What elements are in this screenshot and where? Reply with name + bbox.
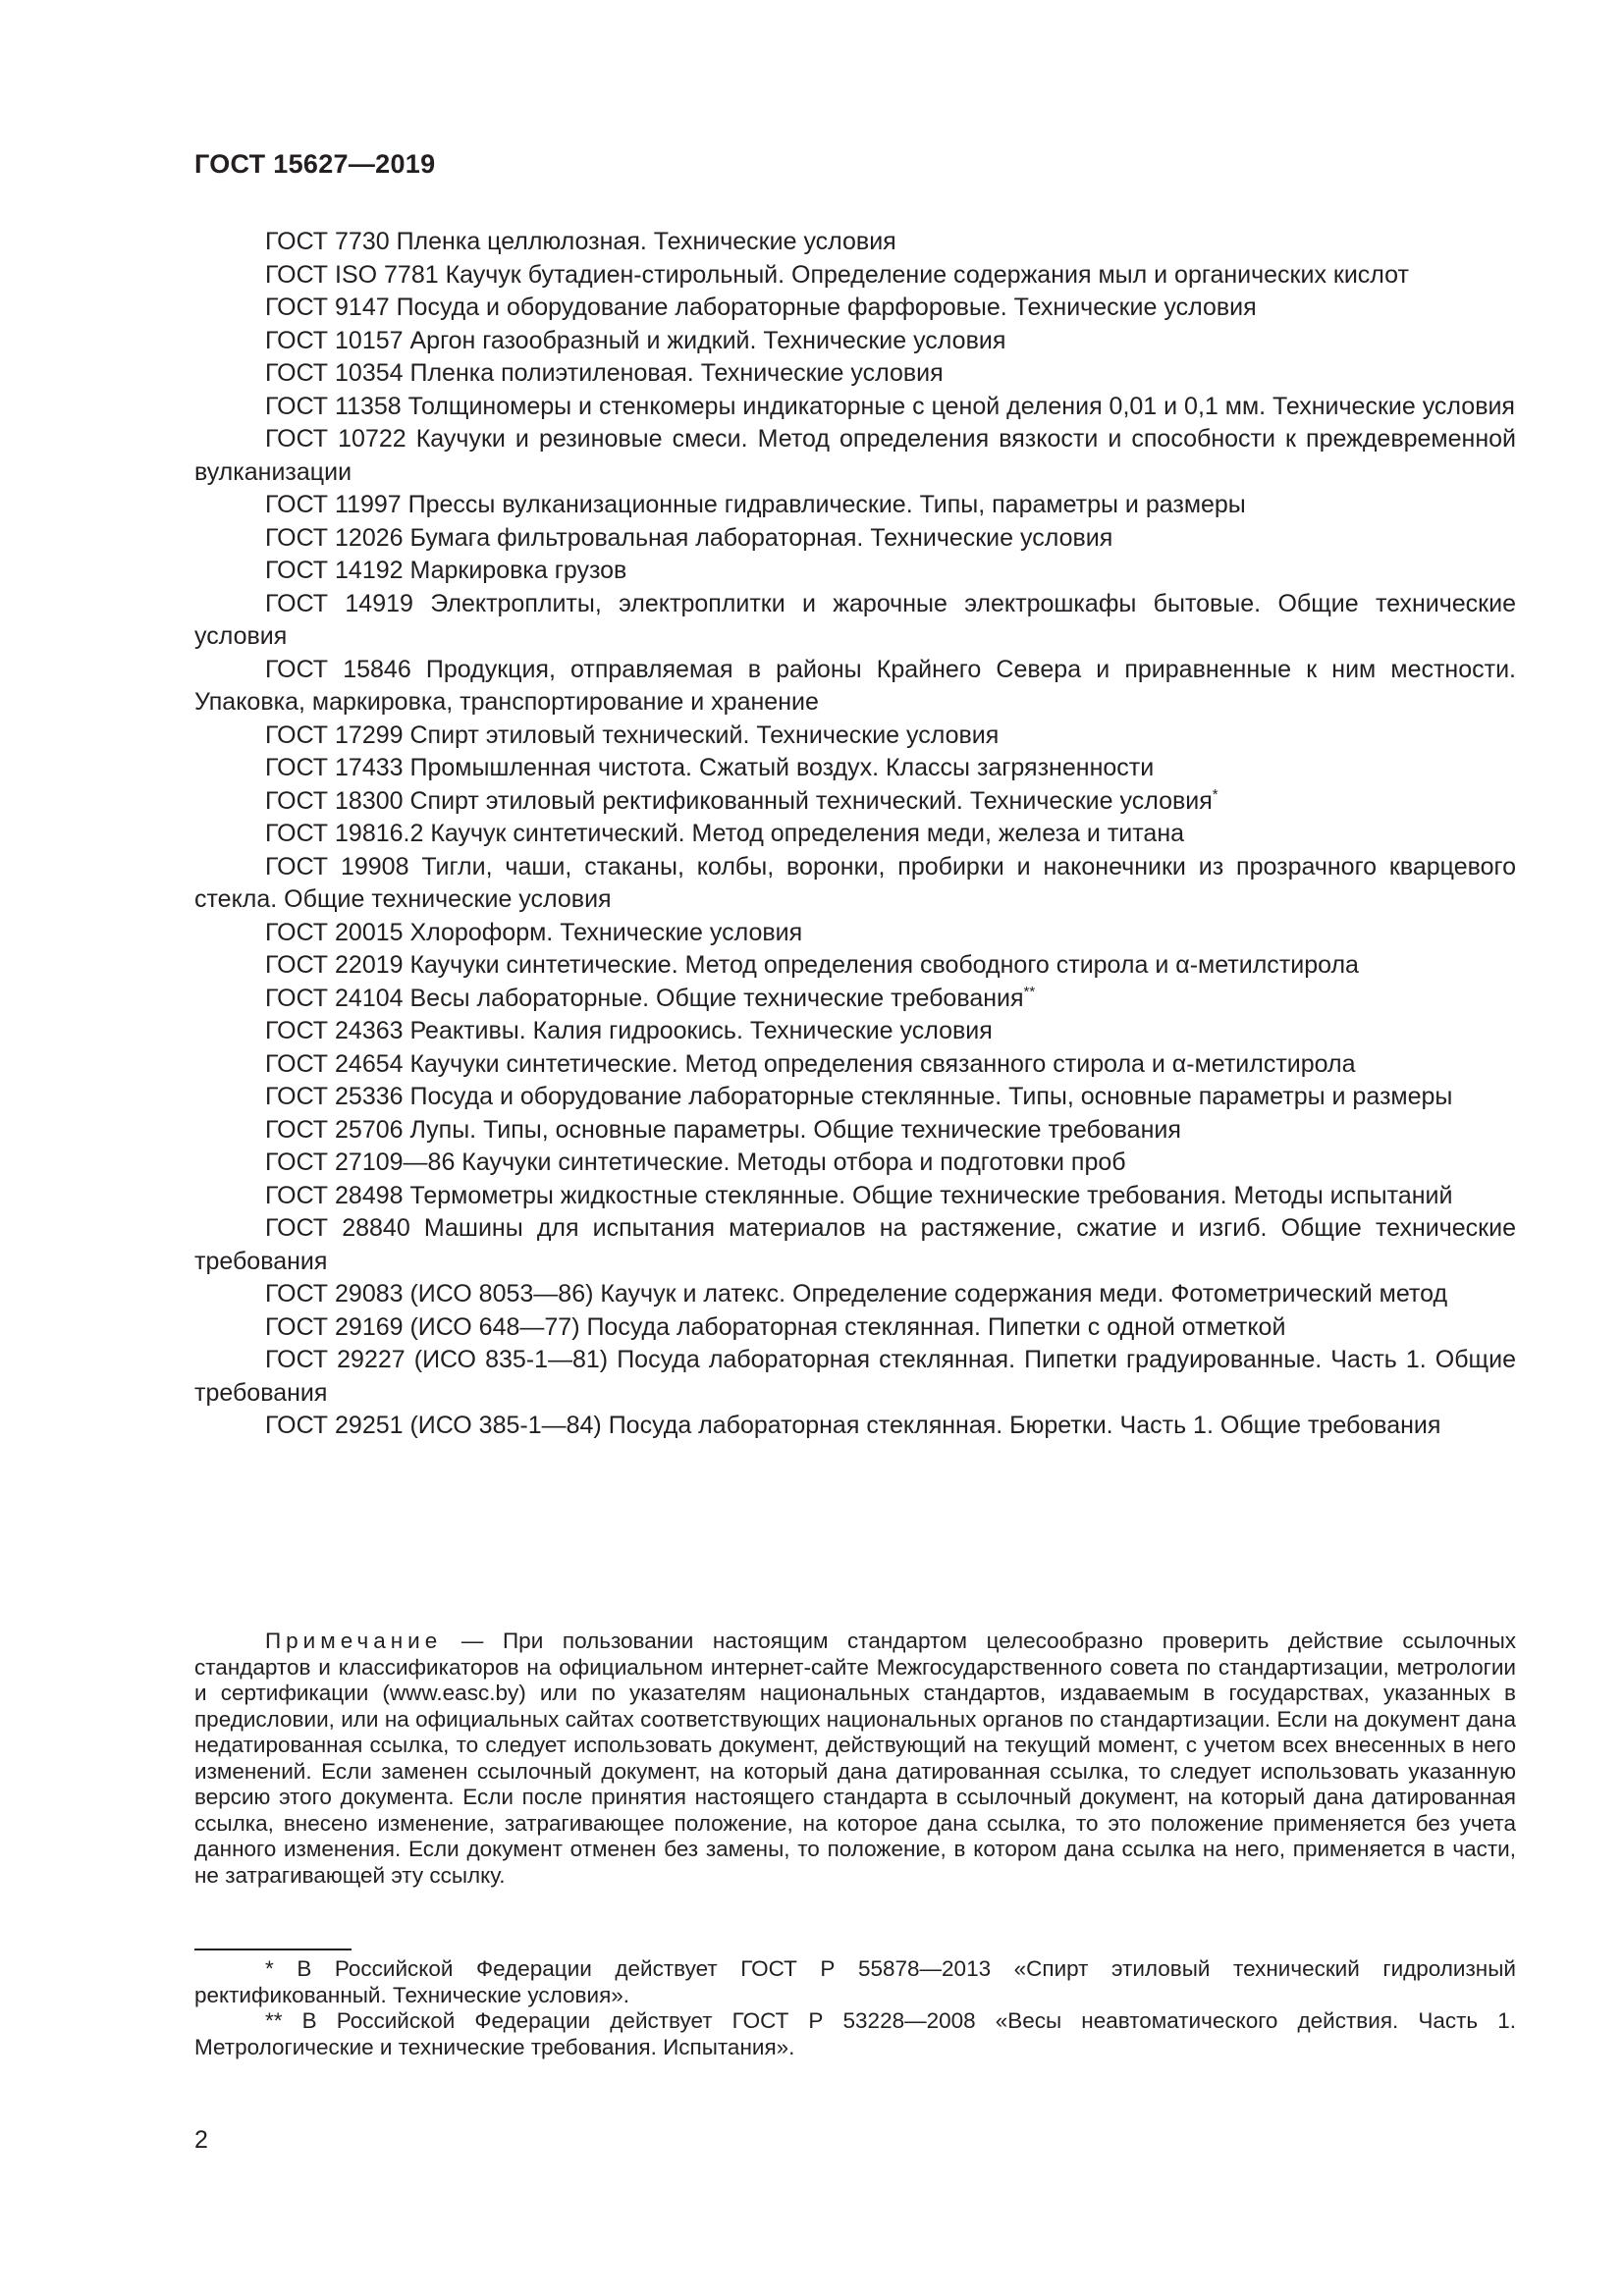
reference-text: ГОСТ 29083 (ИСО 8053—86) Каучук и латекс. Определение содержания меди. Фотометрический метод — [265, 1280, 1448, 1308]
reference-text: ГОСТ 28840 Машины для испытания материалов на растяжение, сжатие и изгиб. Общие технические требования — [194, 1214, 1516, 1275]
footnote-text: В Российской Федерации действует ГОСТ Р 53228—2008 «Весы неавтоматического действия. Часть 1. Метрологические и технические требования. Испытания». — [194, 2008, 1516, 2059]
note-paragraph — [194, 1629, 1516, 1889]
reference-text: ГОСТ 9147 Посуда и оборудование лабораторные фарфоровые. Технические условия — [265, 294, 1257, 321]
reference-text: ГОСТ 28498 Термометры жидкостные стеклянные. Общие технические требования. Методы испытаний — [265, 1181, 1453, 1209]
reference-item — [194, 949, 1516, 983]
reference-text: ГОСТ 25706 Лупы. Типы, основные параметры. Общие технические требования — [265, 1115, 1181, 1144]
footnotes — [194, 1956, 1516, 2060]
reference-text: ГОСТ 24363 Реактивы. Калия гидроокись. Технические условия — [265, 1017, 993, 1044]
reference-text: ГОСТ 11997 Прессы вулканизационные гидравлические. Типы, параметры и размеры — [265, 491, 1246, 518]
footnote-mark: ** — [1023, 983, 1036, 1000]
reference-item — [194, 1081, 1516, 1114]
reference-item — [194, 917, 1516, 950]
reference-text: ГОСТ 24104 Весы лабораторные. Общие технические требования — [265, 984, 1024, 1012]
reference-item — [194, 1410, 1516, 1443]
reference-text: ГОСТ 10354 Пленка полиэтиленовая. Технические условия — [265, 359, 944, 387]
reference-text: ГОСТ 14919 Электроплиты, электроплитки и жарочные электрошкафы бытовые. Общие технические условия — [194, 589, 1516, 650]
reference-text: ГОСТ 29251 (ИСО 385-1—84) Посуда лабораторная стеклянная. Бюретки. Часть 1. Общие требования — [265, 1412, 1441, 1439]
reference-text: ГОСТ 15846 Продукция, отправляемая в районы Крайнего Севера и приравненные к ним местности. Упаковка, маркировка, транспортирование и хранение — [194, 655, 1516, 716]
reference-item — [194, 1048, 1516, 1082]
reference-item — [194, 720, 1516, 753]
footnote-separator — [194, 1949, 352, 1950]
footnote-text: В Российской Федерации действует ГОСТ Р 55878—2013 «Спирт этиловый технический гидролизный ректификованный. Технические условия». — [194, 1956, 1516, 2007]
reference-item — [194, 259, 1516, 293]
reference-item — [194, 1212, 1516, 1278]
reference-text: ГОСТ 27109—86 Каучуки синтетические. Методы отбора и подготовки проб — [265, 1148, 1126, 1176]
reference-item — [194, 654, 1516, 720]
reference-text: ГОСТ 7730 Пленка целлюлозная. Технические условия — [265, 228, 896, 255]
reference-item — [194, 325, 1516, 358]
reference-item — [194, 489, 1516, 522]
reference-text: ГОСТ 22019 Каучуки синтетические. Метод определения свободного стирола и α-метилстирола — [265, 951, 1359, 979]
note-label: Примечание — [265, 1629, 443, 1653]
reference-item — [194, 391, 1516, 424]
footnote-marker: ** — [265, 2008, 283, 2033]
footnote-item — [194, 2008, 1516, 2060]
reference-item — [194, 423, 1516, 489]
reference-item — [194, 292, 1516, 325]
reference-text: ГОСТ 25336 Посуда и оборудование лабораторные стеклянные. Типы, основные параметры и размеры — [265, 1083, 1453, 1110]
reference-item — [194, 818, 1516, 851]
footnote-mark: * — [1212, 785, 1218, 803]
reference-item — [194, 1180, 1516, 1213]
reference-text: ГОСТ 24654 Каучуки синтетические. Метод определения связанного стирола и α-метилстирола — [265, 1049, 1356, 1078]
reference-text: ГОСТ 19816.2 Каучук синтетический. Метод определения меди, железа и титана — [265, 820, 1185, 847]
reference-item — [194, 1311, 1516, 1345]
reference-item — [194, 1147, 1516, 1180]
reference-text: ГОСТ 20015 Хлороформ. Технические условия — [265, 918, 803, 946]
reference-item — [194, 522, 1516, 556]
reference-item — [194, 357, 1516, 391]
reference-item — [194, 588, 1516, 654]
reference-text: ГОСТ 29227 (ИСО 835-1—81) Посуда лабораторная стеклянная. Пипетки градуированные. Часть 1. Общие требования — [194, 1346, 1516, 1407]
page-header: ГОСТ 15627—2019 — [194, 149, 436, 179]
reference-item — [194, 983, 1516, 1016]
reference-text: ГОСТ ISO 7781 Каучук бутадиен-стирольный. Определение содержания мыл и органических кислот — [265, 260, 1409, 289]
reference-item — [194, 1114, 1516, 1148]
reference-item — [194, 1015, 1516, 1048]
footnote-item — [194, 1956, 1516, 2008]
reference-item — [194, 851, 1516, 917]
reference-text: ГОСТ 18300 Спирт этиловый ректификованный технический. Технические условия — [265, 786, 1213, 815]
footnote-marker: * — [265, 1956, 274, 1981]
reference-text: ГОСТ 19908 Тигли, чаши, стаканы, колбы, воронки, пробирки и наконечники из прозрачного кварцевого стекла. Общие технические условия — [194, 852, 1516, 913]
page-number: 2 — [194, 2126, 208, 2154]
reference-text: ГОСТ 17433 Промышленная чистота. Сжатый воздух. Классы загрязненности — [265, 754, 1155, 781]
reference-text: ГОСТ 29169 (ИСО 648—77) Посуда лабораторная стеклянная. Пипетки с одной отметкой — [265, 1312, 1286, 1341]
reference-text: ГОСТ 12026 Бумага фильтровальная лабораторная. Технические условия — [265, 523, 1113, 552]
reference-text: ГОСТ 17299 Спирт этиловый технический. Технические условия — [265, 721, 1000, 749]
reference-item — [194, 785, 1516, 819]
reference-item — [194, 555, 1516, 588]
note-text: — При пользовании настоящим стандартом целесообразно проверить действие ссылочных стандартов и классификаторов на официальном интернет-сайте Межгосударственного совета по стандартизации, метрологии и сертификации (www.easc.by) или по указателям национальных стандартов, издаваемым в государствах, указанных в предисловии, или на официальных сайтах соответствующих национальных органов по стандартизации. Если на документ дана недатированная ссылка, то следует использовать документ, действующий на текущий момент, с учетом всех внесенных в него изменений. Если заменен ссылочный документ, на который дана датированная ссылка, то следует использовать указанную версию этого документа. Если после принятия настоящего стандарта в ссылочный документ, на который дана датированная ссылка, внесено изменение, затрагивающее положение, на которое дана ссылка, то это положение применяется без учета данного изменения. Если документ отменен без замены, то положение, в котором дана ссылка на него, применяется в части, не затрагивающей эту ссылку. — [194, 1629, 1516, 1888]
reference-item — [194, 1344, 1516, 1410]
reference-text: ГОСТ 11358 Толщиномеры и стенкомеры индикаторные с ценой деления 0,01 и 0,1 мм. Технические условия — [265, 392, 1515, 420]
reference-item — [194, 226, 1516, 259]
reference-text: ГОСТ 10722 Каучуки и резиновые смеси. Метод определения вязкости и способности к преждевременной вулканизации — [194, 425, 1516, 486]
reference-text: ГОСТ 14192 Маркировка грузов — [265, 557, 627, 584]
reference-item — [194, 1278, 1516, 1311]
normative-references-list — [194, 226, 1516, 1443]
reference-item — [194, 752, 1516, 785]
reference-text: ГОСТ 10157 Аргон газообразный и жидкий. Технические условия — [265, 326, 1006, 354]
